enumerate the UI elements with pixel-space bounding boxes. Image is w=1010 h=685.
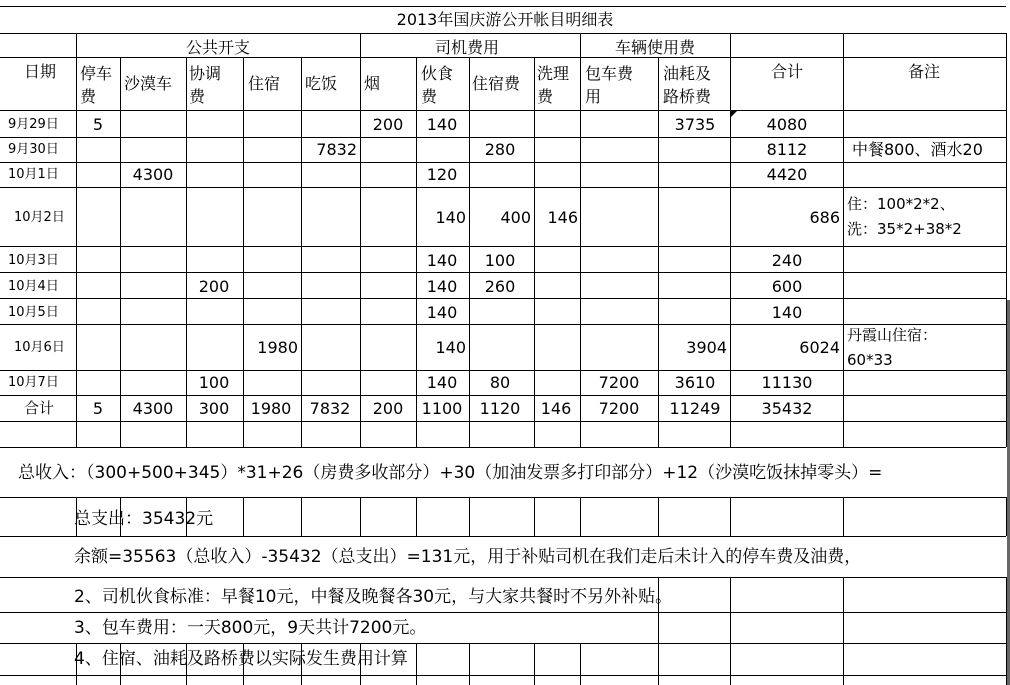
cell-food-allowance: 140 xyxy=(435,338,466,357)
total-food-allowance: 1100 xyxy=(421,399,463,418)
cell-cigarettes: 200 xyxy=(372,115,404,134)
total-lodging: 1980 xyxy=(250,399,292,418)
cell-parking: 5 xyxy=(92,115,104,134)
cell-remarks: 中餐800、酒水20 xyxy=(852,140,983,159)
total-driver-lodging: 1120 xyxy=(479,399,521,418)
header-food-allowance-line2: 费 xyxy=(421,87,438,106)
cell-food-allowance: 140 xyxy=(426,277,458,296)
cell-food-allowance: 140 xyxy=(426,251,458,270)
note-income: 总收入：（300+500+345）*31+26（房费多收部分）+30（加油发票多打印部分）+12（沙漠吃饭抹掉零头）= xyxy=(18,463,883,483)
header-group-driver: 司机费用 xyxy=(434,38,500,57)
cell-fuel-toll: 3610 xyxy=(674,373,716,392)
cell-charter: 7200 xyxy=(598,373,640,392)
row-date: 9月30日 xyxy=(8,142,59,157)
cell-driver-lodging: 400 xyxy=(500,208,531,227)
row-date: 10月6日 xyxy=(14,340,65,355)
note-balance: 余额=35563（总收入）-35432（总支出）=131元，用于补贴司机在我们走后未计入的停车费及油费， xyxy=(74,547,862,567)
cell-fuel-toll: 3735 xyxy=(674,115,716,134)
total-coordination: 300 xyxy=(198,399,230,418)
cell-total: 4080 xyxy=(766,115,808,134)
row-date: 10月5日 xyxy=(8,305,59,320)
row-date: 10月2日 xyxy=(14,210,65,225)
row-date: 9月29日 xyxy=(8,117,59,132)
cell-total: 4420 xyxy=(766,165,808,184)
cell-driver-lodging: 80 xyxy=(489,373,511,392)
totals-label: 合计 xyxy=(24,399,55,417)
cell-driver-lodging: 280 xyxy=(484,140,516,159)
note-expense: 总支出：35432元 xyxy=(74,509,214,529)
header-coordination-line1: 协调 xyxy=(189,64,222,83)
total-wash: 146 xyxy=(540,399,572,418)
cell-total: 6024 xyxy=(799,338,840,357)
cell-total: 240 xyxy=(771,251,803,270)
cell-desert-car: 4300 xyxy=(132,165,174,184)
row-date: 10月7日 xyxy=(8,375,59,390)
cell-driver-lodging: 100 xyxy=(484,251,516,270)
cell-coordination: 200 xyxy=(198,277,230,296)
total-fuel-toll: 11249 xyxy=(669,399,721,418)
header-driver-lodging: 住宿费 xyxy=(472,74,521,93)
header-parking-line1: 停车 xyxy=(80,64,113,83)
cell-food-allowance: 140 xyxy=(435,208,466,227)
header-desert-car: 沙漠车 xyxy=(124,74,173,93)
total-parking: 5 xyxy=(92,399,104,418)
header-parking-line2: 费 xyxy=(80,87,97,106)
cell-remarks-line2: 60*33 xyxy=(847,351,893,369)
cell-remarks-line2: 洗：35*2+38*2 xyxy=(847,220,962,238)
total-grand: 35432 xyxy=(761,399,813,418)
cell-coordination: 100 xyxy=(198,373,230,392)
cell-driver-lodging: 260 xyxy=(484,277,516,296)
note-actual-costs: 4、住宿、油耗及路桥费以实际发生费用计算 xyxy=(74,649,408,669)
cell-wash: 146 xyxy=(547,208,578,227)
row-date: 10月3日 xyxy=(8,253,59,268)
header-group-public: 公共开支 xyxy=(185,38,251,57)
comment-marker xyxy=(731,111,737,117)
cell-meals: 7832 xyxy=(316,140,357,159)
header-charter-line1: 包车费 xyxy=(585,64,634,83)
total-desert-car: 4300 xyxy=(132,399,174,418)
row-date: 10月1日 xyxy=(8,167,59,182)
header-remarks: 备注 xyxy=(907,62,941,81)
cell-total: 686 xyxy=(809,208,840,227)
total-charter: 7200 xyxy=(598,399,640,418)
note-charter-fee: 3、包车费用：一天800元，9天共计7200元。 xyxy=(74,618,427,638)
cell-total: 600 xyxy=(771,277,803,296)
header-wash-line1: 洗理 xyxy=(537,64,570,83)
cell-food-allowance: 120 xyxy=(426,165,458,184)
header-coordination-line2: 费 xyxy=(189,87,206,106)
header-date: 日期 xyxy=(24,62,57,81)
total-meals: 7832 xyxy=(309,399,351,418)
header-cigarettes: 烟 xyxy=(364,74,381,93)
sheet-title: 2013年国庆游公开帐目明细表 xyxy=(396,10,614,29)
header-meals: 吃饭 xyxy=(305,74,338,93)
cell-food-allowance: 140 xyxy=(426,373,458,392)
cell-total: 8112 xyxy=(766,140,808,159)
header-wash-line2: 费 xyxy=(537,87,554,106)
row-date: 10月4日 xyxy=(8,279,59,294)
cell-food-allowance: 140 xyxy=(426,303,458,322)
header-fuel-toll-line1: 油耗及 xyxy=(663,64,712,83)
header-charter-line2: 用 xyxy=(585,87,602,106)
cell-remarks-line1: 丹霞山住宿： xyxy=(847,326,938,344)
cell-remarks-line1: 住：100*2*2、 xyxy=(847,195,955,213)
header-food-allowance-line1: 伙食 xyxy=(421,64,454,83)
header-group-vehicle: 车辆使用费 xyxy=(614,38,696,57)
total-cigarettes: 200 xyxy=(372,399,404,418)
note-driver-meal-standard: 2、司机伙食标准：早餐10元，中餐及晚餐各30元，与大家共餐时不另外补贴。 xyxy=(74,587,673,607)
cell-food-allowance: 140 xyxy=(426,115,458,134)
cell-total: 11130 xyxy=(761,373,813,392)
header-fuel-toll-line2: 路桥费 xyxy=(663,87,712,106)
cell-lodging: 1980 xyxy=(257,338,298,357)
header-total: 合计 xyxy=(770,62,804,81)
cell-fuel-toll: 3904 xyxy=(686,338,727,357)
header-lodging: 住宿 xyxy=(248,74,281,93)
cell-total: 140 xyxy=(771,303,803,322)
